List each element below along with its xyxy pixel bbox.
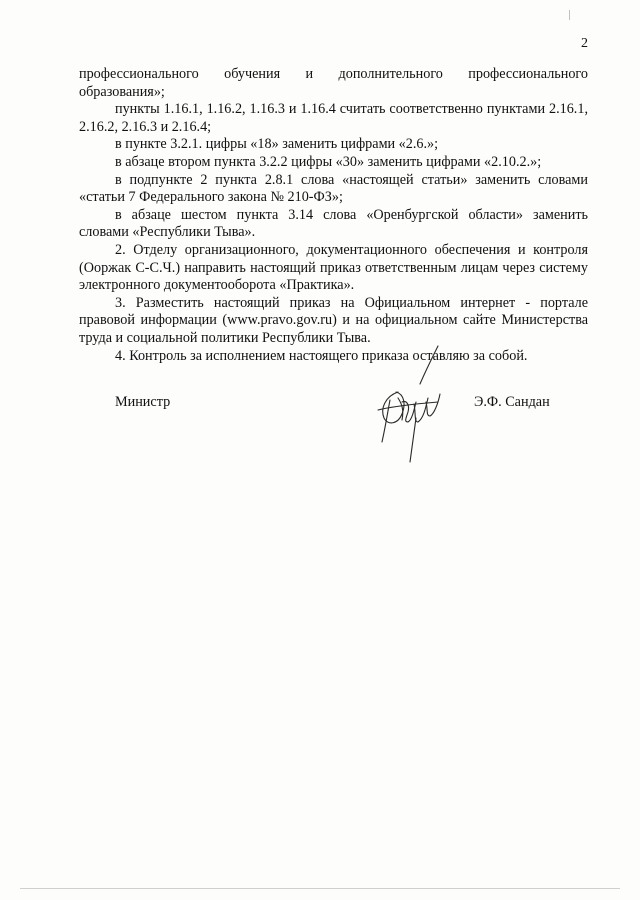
signatory-name: Э.Ф. Сандан	[474, 394, 550, 410]
paragraph-clause-4: 4. Контроль за исполнением настоящего приказа оставляю за собой.	[115, 347, 528, 364]
document-body	[79, 66, 588, 365]
paragraph-item-2-8-1: в подпункте 2 пункта 2.8.1 слова «настоящей статьи» заменить словами «статьи 7 Федерального закона № 210-ФЗ»;	[79, 171, 588, 206]
paragraph-item-3-14: в абзаце шестом пункта 3.14 слова «Оренбургской области» заменить словами «Республики Тыва».	[79, 206, 588, 241]
scan-mark	[569, 10, 570, 20]
paragraph-item-3-2-2: в абзаце втором пункта 3.2.2 цифры «30» заменить цифрами «2.10.2.»;	[115, 153, 542, 170]
page-bottom-rule	[20, 888, 620, 889]
handwritten-signature	[368, 344, 448, 464]
paragraph-item-3-2-1: в пункте 3.2.1. цифры «18» заменить цифрами «2.6.»;	[115, 136, 439, 153]
paragraph-clause-2: 2. Отделу организационного, документационного обеспечения и контроля (Ооржак С-С.Ч.) направить настоящий приказ ответственным лицам через систему электронного документооборота «Практика».	[79, 241, 588, 294]
paragraph-renumber-items: пункты 1.16.1, 1.16.2, 1.16.3 и 1.16.4 считать соответственно пунктами 2.16.1, 2.16.2, 2.16.3 и 2.16.4;	[79, 101, 588, 135]
paragraph-continuation: профессионального обучения и дополнительного профессионального образования»;	[79, 66, 588, 100]
signature-block	[0, 384, 640, 474]
page-number: 2	[581, 36, 588, 51]
paragraph-clause-3: 3. Разместить настоящий приказ на Официальном интернет - портале правовой информации (www.pravo.gov.ru) и на официальном сайте Министерства труда и социальной политики Республики Тыва.	[79, 294, 588, 346]
signatory-title: Министр	[115, 394, 171, 410]
